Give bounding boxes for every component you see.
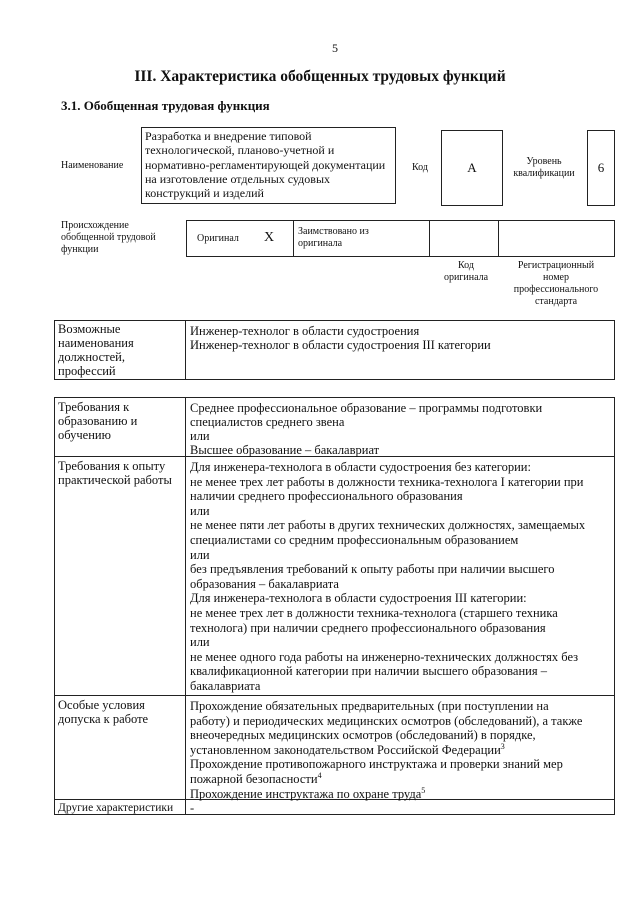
req-special-conditions-values [187,698,615,802]
req-line: не менее трех лет работы в должности техника-технолога I категории при [190,474,584,489]
req-line: не менее одного года работы на инженерно-технических должностях без [190,649,579,664]
req-line: квалификационной категории при наличии высшего образования – [190,664,547,679]
req-line [190,787,612,802]
req-line-text: пожарной безопасности [190,771,318,786]
req-line: технолога) при наличии среднего профессионального образования [190,620,546,635]
section-title: III. Характеристика обобщенных трудовых функций [134,68,506,85]
req-line: специалистами со средним профессиональным образованием [190,532,519,547]
req-line: наличии среднего профессионального образования [190,489,463,504]
subsection-title: 3.1. Обобщенная трудовая функция [61,98,270,113]
req-line: или [190,635,210,650]
level-label: Уровень квалификации [513,156,575,179]
position-line: Инженер-технолог в области судостроения [190,324,420,338]
origin-table [186,220,615,257]
req-line: образования – бакалавриата [190,576,339,591]
req-experience-values [187,459,615,695]
original-mark: X [264,230,275,245]
req-line: Для инженера-технолога в области судостроения без категории: [190,460,531,474]
level-value: 6 [597,160,605,175]
req-other-value: - [190,801,195,815]
req-line: не менее пяти лет работы в других технических должностях, замещаемых [190,518,586,533]
function-name-value: Разработка и внедрение типовой технологической, планово-учетной и нормативно-регламентирующей документации на изготовление отдельных судовых конструкций и изделий [145,129,386,201]
req-line: бакалавриата [190,678,261,693]
req-line: специалистов среднего звена [190,415,345,429]
code-label: Код [412,162,428,173]
req-education-label: Требования к образованию и обучению [58,400,138,442]
footnote-marker[interactable]: 5 [421,785,426,795]
borrowed-label: Заимствовано из оригинала [298,226,369,249]
position-line: Инженер-технолог в области судостроения III категории [190,338,491,352]
name-value-box [141,127,396,204]
page-number: 5 [332,41,338,55]
req-line-text: установленном законодательством Российской Федерации [190,742,501,757]
origin-label: Происхождение обобщенной трудовой функции [61,220,156,255]
footnote-marker[interactable]: 4 [317,770,322,780]
req-line [190,743,612,758]
footnote-marker[interactable]: 3 [500,741,505,751]
code-original-label: Код оригинала [443,260,489,283]
name-label: Наименование [61,160,124,171]
req-line: или [190,547,210,562]
req-line: работу) и периодических медицинских осмотров (обследований), а также [190,713,583,728]
positions-table [54,320,615,380]
req-line: Прохождение противопожарного инструктажа и проверки знаний мер [190,757,563,772]
req-other-label: Другие характеристики [58,802,174,814]
positions-label: Возможные наименования должностей, профессий [58,322,134,378]
req-line [190,772,612,787]
req-line: Для инженера-технолога в области судостроения III категории: [190,591,527,606]
req-education-values [187,400,615,458]
req-line: внеочередных медицинских осмотров (обследований) в порядке, [190,728,536,743]
req-line: или [190,429,210,443]
req-line: не менее трех лет в должности техника-технолога (старшего техника [190,605,558,620]
req-line: Среднее профессиональное образование – программы подготовки [190,401,543,415]
req-line: или [190,503,210,518]
level-value-box [587,130,615,206]
req-line-text: Прохождение инструктажа по охране труда [190,786,422,801]
req-experience-label: Требования к опыту практической работы [58,459,172,487]
positions-values [187,323,615,353]
req-special-conditions-label: Особые условия допуска к работе [58,698,149,726]
code-value: A [467,160,477,175]
req-line: Высшее образование – бакалавриат [190,443,380,457]
reg-number-label: Регистрационный номер профессионального стандарта [513,260,599,307]
req-line: без предъявления требований к опыту работы при наличии высшего [190,562,555,577]
requirements-table [54,397,615,815]
req-line: Прохождение обязательных предварительных (при поступлении на [190,699,549,713]
code-value-box [441,130,503,206]
original-label: Оригинал [197,233,239,244]
